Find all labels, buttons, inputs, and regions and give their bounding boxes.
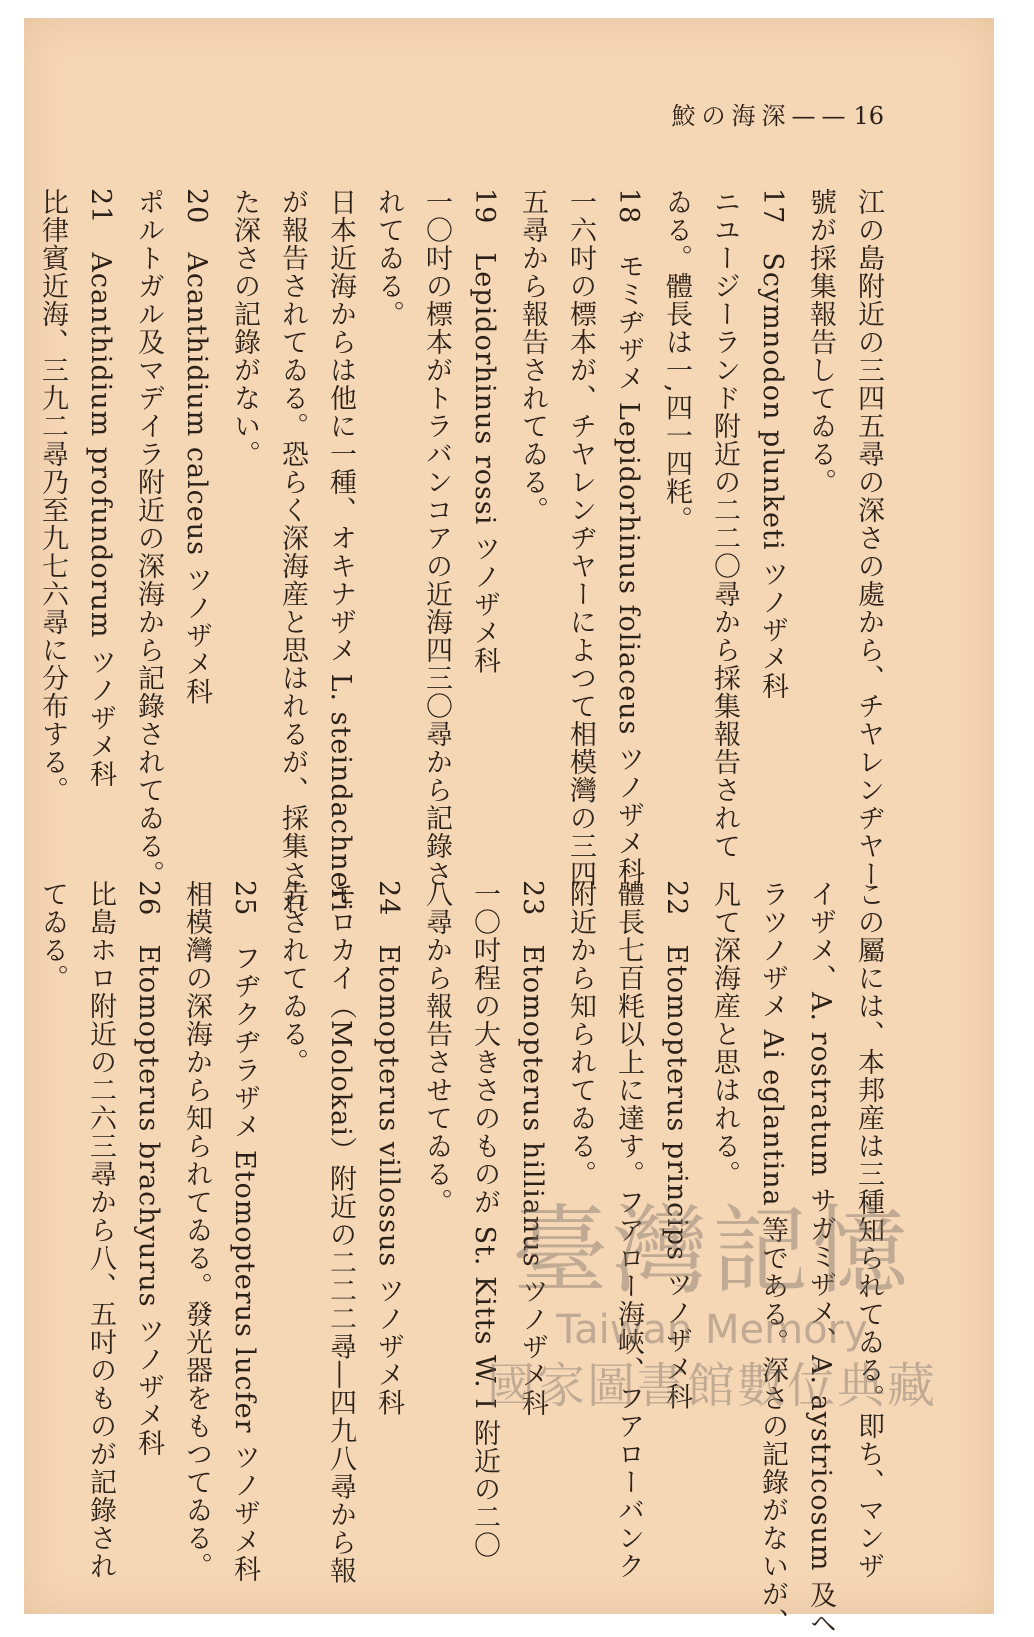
- text-line: 告されてゐる。: [277, 880, 308, 1076]
- text-line: 18 モミヂザメ Lepidorhinus foliaceus ツノザメ科: [613, 188, 644, 885]
- text-line: てゐる。: [37, 880, 68, 992]
- page-number: 16: [853, 102, 884, 130]
- text-line: 20 Acanthidium calceus ツノザメ科: [181, 188, 212, 706]
- watermark-institution: 國家圖書館數位典藏: [486, 1358, 937, 1414]
- text-line: 一〇吋の標本がトラバンコアの近海四三〇尋から記錄さ: [421, 188, 452, 888]
- text-line: 21 Acanthidium profundorum ツノザメ科: [85, 188, 116, 789]
- text-line: 一〇吋程の大きさのものが St. Kitts W. I 附近の二〇: [469, 880, 500, 1560]
- text-line: 23 Etomopterus hillianus ツノザメ科: [517, 880, 548, 1418]
- text-line: モロカイ（Molokai）附近の二二二尋―四九八尋から報: [325, 880, 356, 1585]
- running-head-title: 鮫の海深: [671, 102, 792, 130]
- text-line: 江の島附近の三四五尋の深さの處から、チヤレンヂヤー: [853, 188, 884, 888]
- text-line: 19 Lepidorhinus rossi ツノザメ科: [469, 188, 500, 675]
- text-line: が報告されてゐる。恐らく深海産と思はれるが、採集され: [277, 188, 308, 916]
- text-line: ゐる。體長は一,四一四粍。: [661, 188, 692, 534]
- text-line: 24 Etomopterus villossus ツノザメ科: [373, 880, 404, 1417]
- text-line: 比律賓近海、三九二尋乃至九七六尋に分布する。: [37, 188, 68, 804]
- text-line: イザメ、A. rostratum サガミザメ、A. aystricosum 及ヘ: [805, 880, 836, 1637]
- text-line: 附近から知られてゐる。: [565, 880, 596, 1188]
- text-line: 比島ホロ附近の二六三尋から八、五吋のものが記錄され: [85, 880, 116, 1580]
- text-line: ニユージーランド附近の二二〇尋から採集報告されて: [709, 188, 740, 860]
- lower-text-block: [37, 880, 892, 1637]
- text-line: れてゐる。: [373, 188, 404, 328]
- text-line: 17 Scymnodon plunketi ツノザメ科: [757, 188, 788, 701]
- watermark-logo: 臺灣記憶: [512, 1195, 912, 1307]
- text-line: ポルトガル及マデイラ附近の深海から記錄されてゐる。: [133, 188, 164, 888]
- text-line: この屬には、本邦産は三種知られてゐる。即ち、マンザ: [853, 880, 884, 1580]
- text-line: 五尋から報告されてゐる。: [517, 188, 548, 524]
- text-line: 凡て深海産と思はれる。: [709, 880, 740, 1188]
- watermark-english: Taiwan Memory: [556, 1307, 868, 1353]
- text-line: 號が採集報告してゐる。: [805, 188, 836, 496]
- text-line: 22 Etomopterus princips ツノザメ科: [661, 880, 692, 1411]
- text-line: 八尋から報告させてゐる。: [421, 880, 452, 1216]
- running-head: 鮫の海深——16: [671, 102, 884, 130]
- text-line: 一六吋の標本が、チヤレンヂヤーによつて相模灣の三四: [565, 188, 596, 888]
- text-line: ラツノザメ Ai eglantina 等である。深さの記錄がないが、: [757, 880, 788, 1637]
- text-line: 26 Etomopterus brachyurus ツノザメ科: [133, 880, 164, 1458]
- book-page: [24, 18, 994, 1637]
- text-line: 日本近海からは他に一種、オキナザメ L. steindachneri: [325, 188, 356, 913]
- text-line: 相模灣の深海から知られてゐる。發光器をもつてゐる。: [181, 880, 212, 1580]
- upper-text-block: [37, 188, 892, 916]
- text-line: 25 フヂクヂラザメ Etomopterus lucfer ツノザメ科: [229, 880, 260, 1584]
- text-line: た深さの記錄がない。: [229, 188, 260, 468]
- text-line: 體長七百粍以上に達す。フアロー海峽、フアローバンク: [613, 880, 644, 1580]
